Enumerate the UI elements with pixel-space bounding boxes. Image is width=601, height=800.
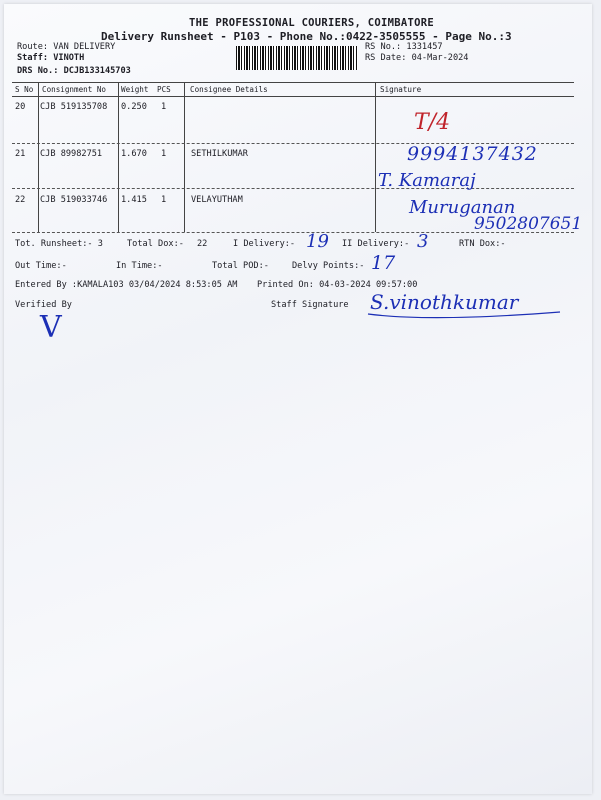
- staff-signature-label: Staff Signature: [271, 300, 349, 310]
- row-pcs: 1: [161, 102, 167, 112]
- col-header-consignee: Consignee Details: [190, 85, 268, 94]
- col-header-pcs: PCS: [157, 85, 171, 94]
- row-consignment: CJB 519135708: [40, 102, 108, 112]
- staff-signature: S.vinothkumar: [370, 290, 519, 314]
- verified-by-label: Verified By: [15, 300, 72, 310]
- out-time-label: Out Time:-: [15, 261, 67, 271]
- route-label: Route: VAN DELIVERY: [17, 42, 116, 52]
- delvy-points-value: 17: [371, 252, 396, 274]
- i-delivery-value: 19: [306, 231, 329, 252]
- column-divider: [38, 82, 39, 232]
- col-header-weight: Weight: [121, 85, 149, 94]
- handwritten-name: T. Kamaraj: [378, 170, 476, 191]
- staff-label: Staff: VINOTH: [17, 53, 85, 63]
- row-separator: [12, 188, 574, 189]
- col-header-sno: S No: [15, 85, 34, 94]
- table-header-border: [12, 96, 574, 97]
- drs-number: DRS No.: DCJB133145703: [17, 66, 131, 76]
- in-time-label: In Time:-: [116, 261, 163, 271]
- barcode: [236, 46, 358, 70]
- row-consignee: VELAYUTHAM: [191, 195, 243, 205]
- column-divider: [375, 82, 376, 232]
- entered-by: Entered By :KAMALA103 03/04/2024 8:53:05 AM: [15, 280, 238, 290]
- row-consignment: CJB 519033746: [40, 195, 108, 205]
- rs-date: RS Date: 04-Mar-2024: [365, 53, 469, 63]
- i-delivery-label: I Delivery:-: [233, 239, 296, 249]
- handwritten-phone: 9502807651: [474, 214, 583, 234]
- row-weight: 1.670: [121, 149, 147, 159]
- column-divider: [118, 82, 119, 232]
- table-top-border: [12, 82, 574, 83]
- total-dox-value: 22: [197, 239, 208, 249]
- ii-delivery-label: II Delivery:-: [342, 239, 410, 249]
- column-divider: [184, 82, 185, 232]
- row-sno: 22: [15, 195, 26, 205]
- verified-mark: V: [40, 310, 62, 345]
- runsheet-paper: [4, 4, 592, 794]
- handwritten-mark: T/4: [414, 110, 451, 135]
- printed-on: Printed On: 04-03-2024 09:57:00: [257, 280, 418, 290]
- ii-delivery-value: 3: [417, 231, 429, 252]
- total-dox-label: Total Dox:-: [127, 239, 184, 249]
- total-pod-label: Total POD:-: [212, 261, 269, 271]
- col-header-consignment: Consignment No: [42, 85, 107, 94]
- row-consignment: CJB 89982751: [40, 149, 103, 159]
- row-weight: 0.250: [121, 102, 147, 112]
- tot-runsheet: Tot. Runsheet:- 3: [15, 239, 103, 249]
- row-pcs: 1: [161, 149, 167, 159]
- company-name: THE PROFESSIONAL COURIERS, COIMBATORE: [189, 17, 434, 29]
- row-weight: 1.415: [121, 195, 147, 205]
- row-sno: 21: [15, 149, 26, 159]
- handwritten-phone: 9994137432: [407, 143, 538, 165]
- row-pcs: 1: [161, 195, 167, 205]
- row-consignee: SETHILKUMAR: [191, 149, 248, 159]
- rs-number: RS No.: 1331457: [365, 42, 443, 52]
- row-sno: 20: [15, 102, 26, 112]
- runsheet-title: Delivery Runsheet - P103 - Phone No.:0422-3505555 - Page No.:3: [101, 30, 512, 43]
- col-header-signature: Signature: [380, 85, 422, 94]
- handwritten-name: Muruganan: [409, 197, 516, 218]
- delvy-points-label: Delvy Points:-: [292, 261, 365, 271]
- rtn-dox-label: RTN Dox:-: [459, 239, 506, 249]
- signature-underline: [364, 304, 564, 324]
